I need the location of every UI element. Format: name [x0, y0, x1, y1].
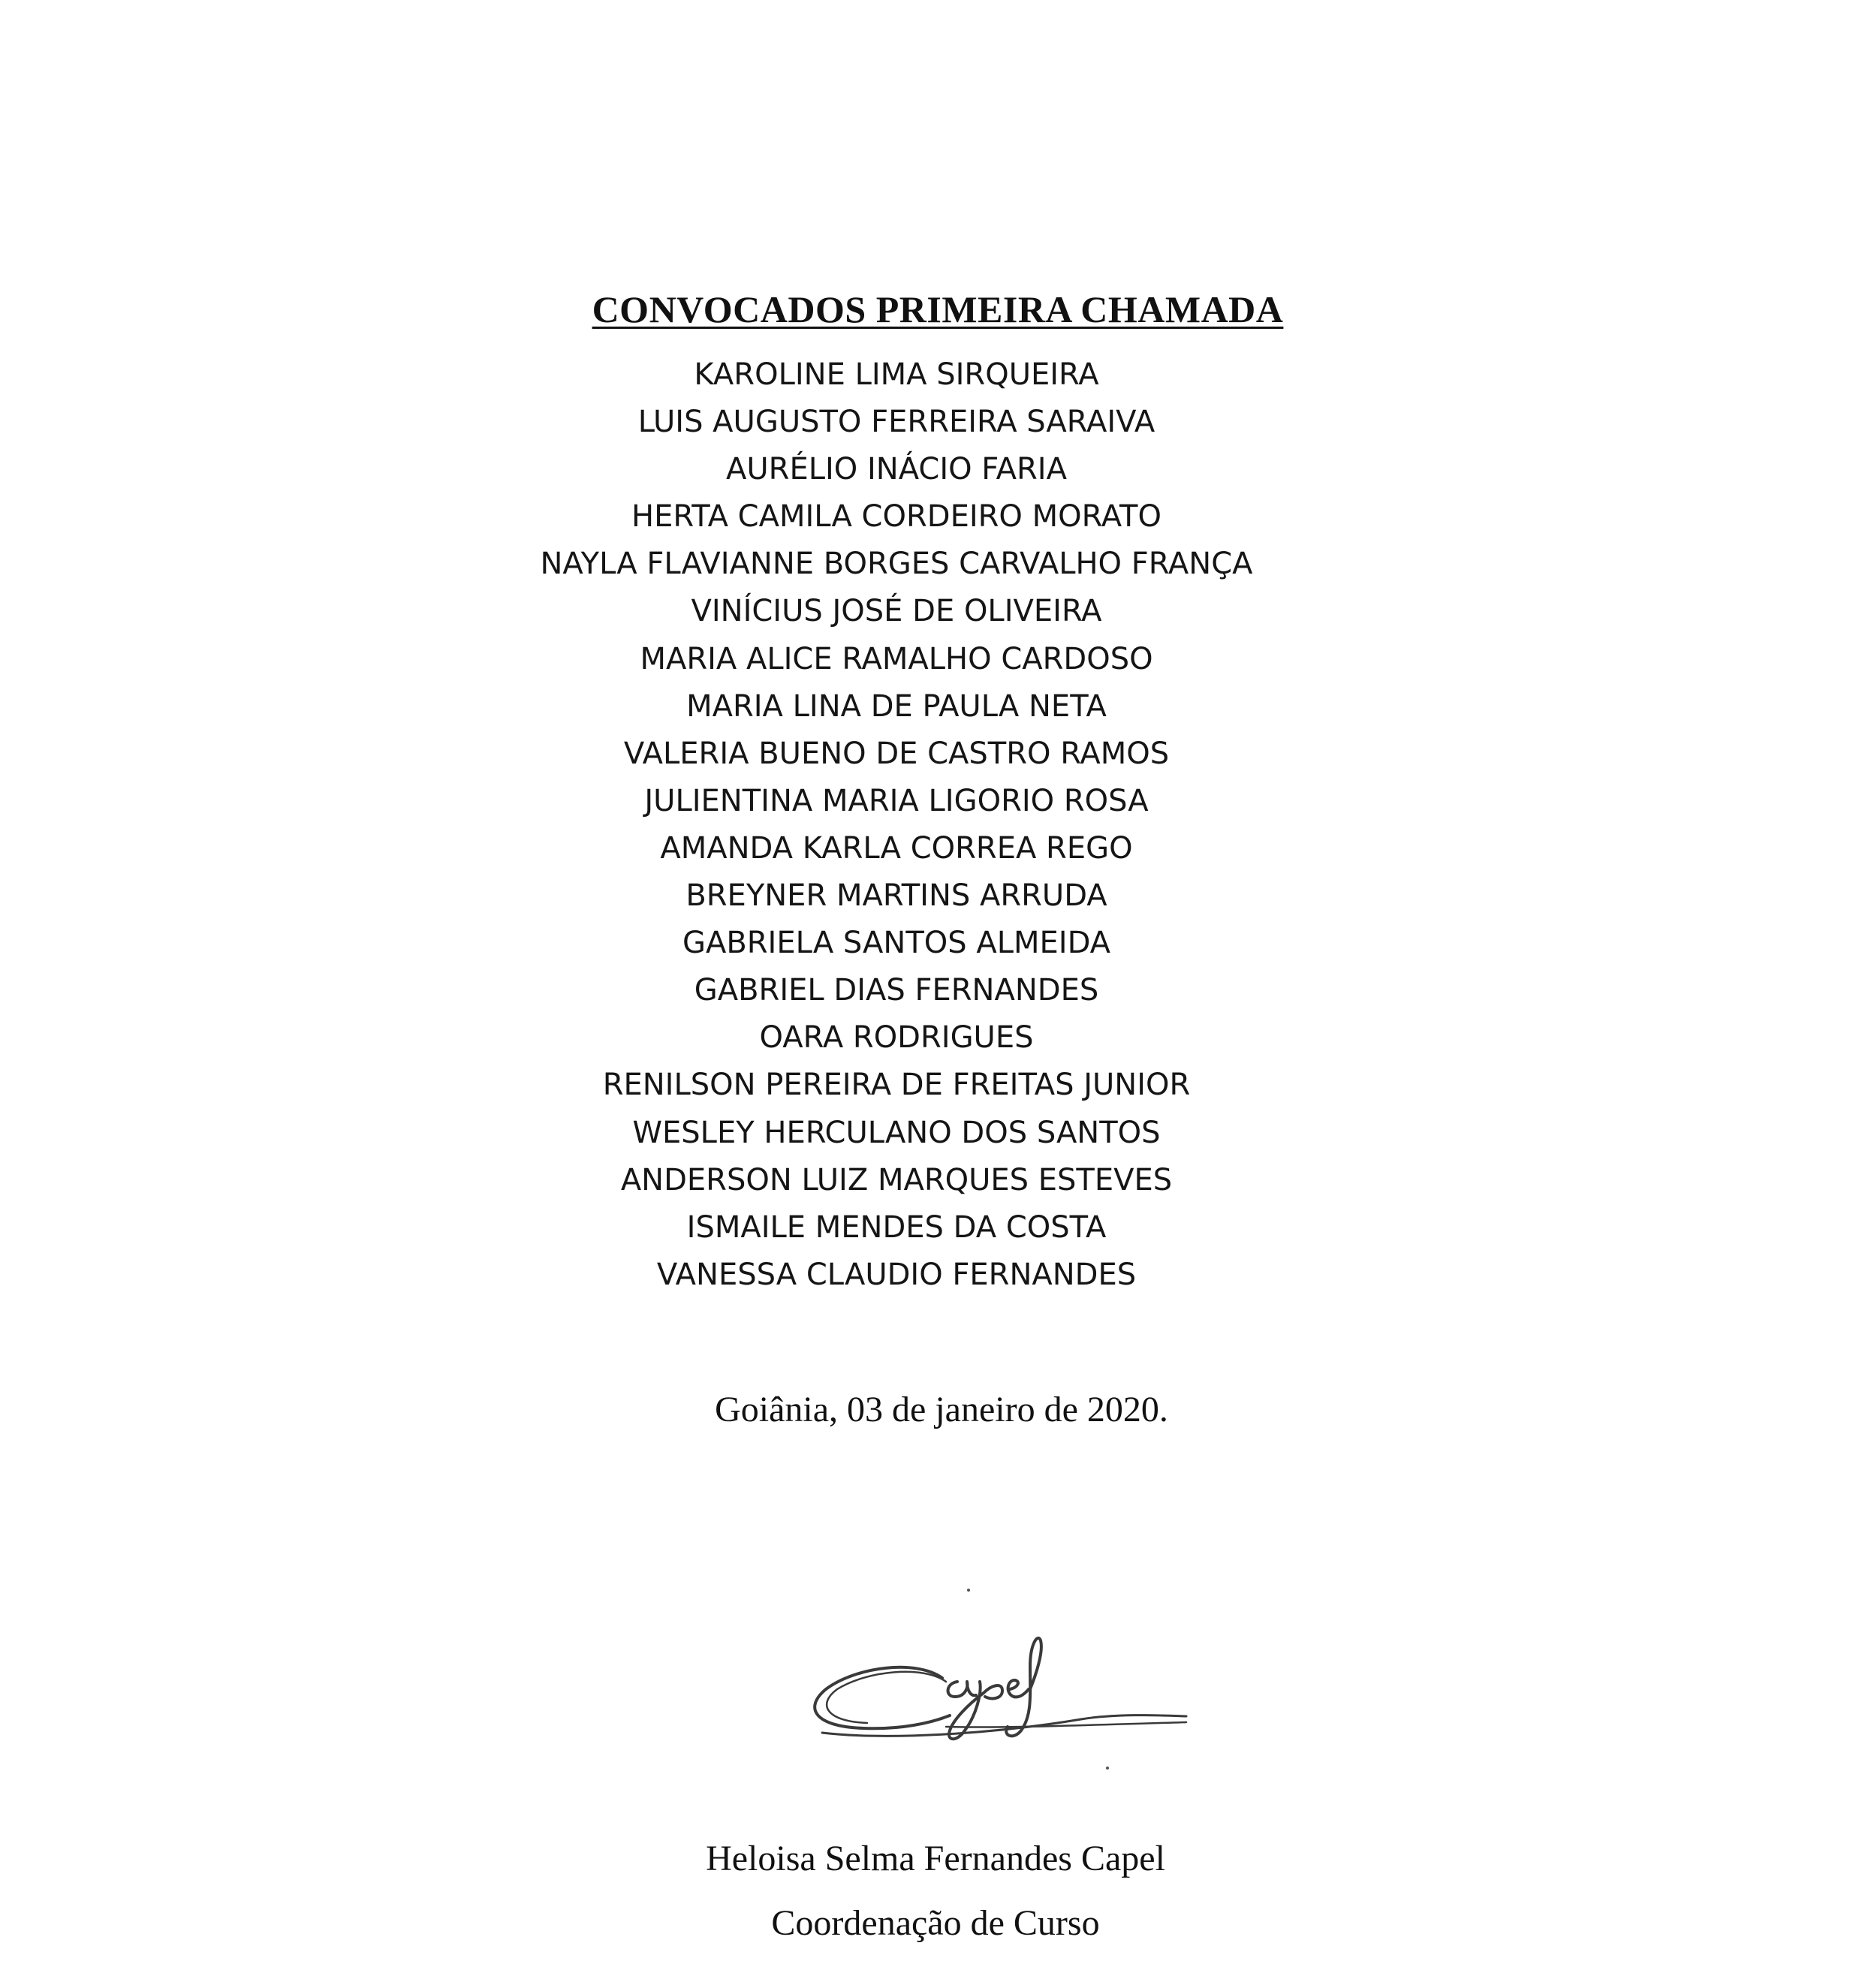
list-item: HERTA CAMILA CORDEIRO MORATO	[631, 499, 1161, 535]
place-date-text: Goiânia, 03 de janeiro de 2020.	[715, 1390, 1168, 1429]
place-date	[0, 1387, 1868, 1432]
list-item: AURÉLIO INÁCIO FARIA	[726, 452, 1067, 487]
list-item: MARIA ALICE RAMALHO CARDOSO	[640, 641, 1153, 676]
list-item: LUIS AUGUSTO FERREIRA SARAIVA	[637, 405, 1155, 440]
document-title-text: CONVOCADOS PRIMEIRA CHAMADA	[592, 288, 1284, 330]
signer-role	[0, 1901, 1868, 1946]
list-item: JULIENTINA MARIA LIGORIO ROSA	[644, 783, 1149, 818]
list-item: ISMAILE MENDES DA COSTA	[686, 1209, 1107, 1245]
document-title	[0, 287, 1868, 332]
signer-name	[0, 1836, 1868, 1881]
convocados-list	[0, 351, 1793, 1299]
list-item: VALERIA BUENO DE CASTRO RAMOS	[623, 736, 1170, 771]
list-item: VANESSA CLAUDIO FERNANDES	[656, 1257, 1137, 1292]
list-item: VINÍCIUS JOSÉ DE OLIVEIRA	[691, 594, 1102, 629]
list-item: KAROLINE LIMA SIRQUEIRA	[694, 357, 1099, 392]
list-item: GABRIELA SANTOS ALMEIDA	[682, 926, 1111, 961]
list-item: GABRIEL DIAS FERNANDES	[694, 973, 1099, 1008]
list-item: OARA RODRIGUES	[759, 1020, 1034, 1056]
list-item: AMANDA KARLA CORREA REGO	[660, 830, 1133, 866]
list-item: RENILSON PEREIRA DE FREITAS JUNIOR	[602, 1068, 1191, 1103]
handwritten-signature	[796, 1569, 1201, 1779]
list-item: BREYNER MARTINS ARRUDA	[685, 878, 1107, 914]
list-item: NAYLA FLAVIANNE BORGES CARVALHO FRANÇA	[540, 547, 1253, 582]
list-item: ANDERSON LUIZ MARQUES ESTEVES	[620, 1162, 1173, 1197]
list-item: WESLEY HERCULANO DOS SANTOS	[632, 1115, 1161, 1150]
signer-name-text: Heloisa Selma Fernandes Capel	[706, 1839, 1165, 1878]
list-item: MARIA LINA DE PAULA NETA	[686, 688, 1107, 724]
signer-role-text: Coordenação de Curso	[771, 1903, 1100, 1943]
